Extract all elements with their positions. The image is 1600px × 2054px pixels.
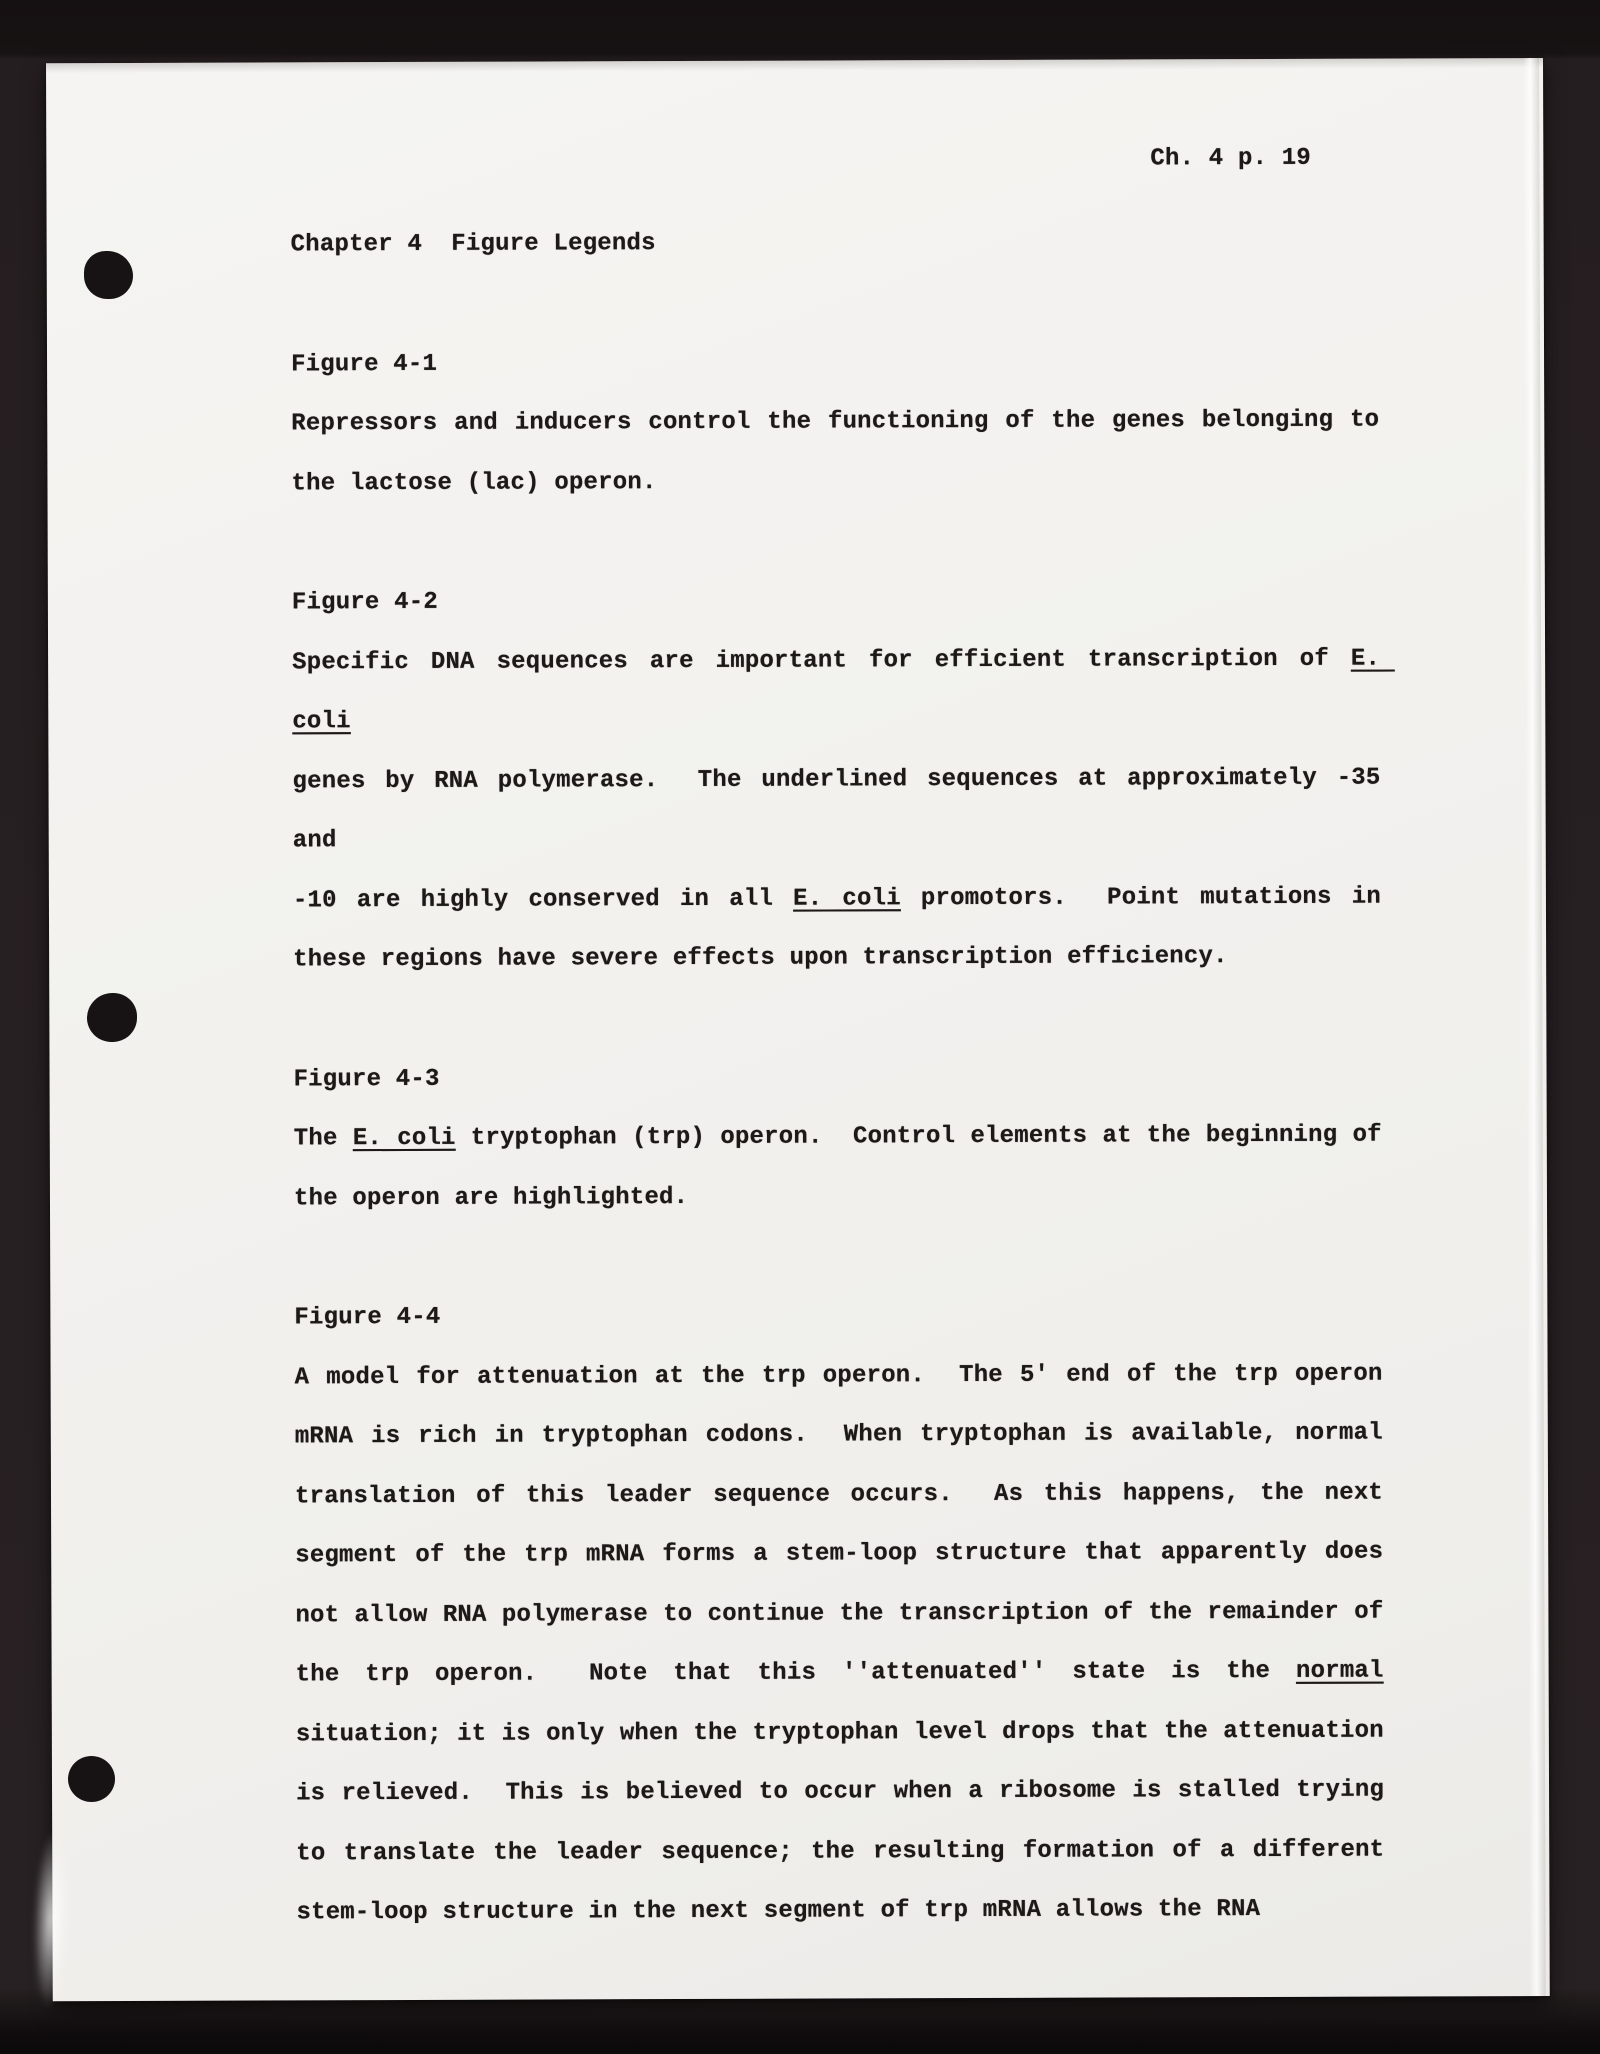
text-line bbox=[294, 1165, 1382, 1228]
underlined-text: normal bbox=[1295, 1657, 1384, 1685]
figure-sections bbox=[291, 331, 1396, 1943]
figure-section bbox=[294, 1285, 1384, 1943]
text-line bbox=[292, 748, 1396, 871]
text-line bbox=[295, 1523, 1383, 1586]
text-line bbox=[296, 1880, 1384, 1943]
text-segment: tryptophan (trp) operon. Control elements at the beginning of bbox=[455, 1121, 1382, 1152]
text-segment: promotors. Point mutations in bbox=[900, 883, 1381, 912]
figure-label: Figure 4-1 bbox=[291, 350, 438, 378]
text-line bbox=[296, 1820, 1384, 1883]
figure-section bbox=[291, 331, 1380, 513]
text-segment: these regions have severe effects upon transcription efficiency. bbox=[293, 943, 1228, 974]
hole-punch-middle bbox=[87, 993, 137, 1042]
text-segment: translation of this leader sequence occurs. As this happens, the next bbox=[294, 1479, 1384, 1510]
text-segment: not allow RNA polymerase to continue the transcription of the remainder of bbox=[295, 1598, 1384, 1629]
text-segment: Repressors and inducers control the functioning of the genes belonging to bbox=[291, 406, 1380, 438]
text-segment: stem-loop structure in the next segment of trp mRNA allows the RNA bbox=[296, 1895, 1261, 1927]
text-line bbox=[291, 391, 1379, 454]
text-line bbox=[294, 1106, 1382, 1169]
text-line bbox=[295, 1463, 1383, 1526]
text-line bbox=[292, 629, 1395, 752]
text-segment: -10 are highly conserved in all bbox=[292, 885, 794, 914]
hole-punch-bottom bbox=[68, 1756, 115, 1802]
text-segment: to translate the leader sequence; the resulting formation of a different bbox=[296, 1836, 1385, 1867]
text-segment: the lactose (lac) operon. bbox=[291, 468, 657, 497]
page-header-chapter-page-number: Ch. 4 p. 19 bbox=[1150, 144, 1312, 173]
text-line bbox=[294, 1344, 1382, 1407]
text-line bbox=[296, 1761, 1384, 1824]
page-title: Chapter 4 Figure Legends bbox=[290, 230, 656, 259]
text-segment: is relieved. This is believed to occur when a ribosome is stalled trying bbox=[296, 1776, 1385, 1808]
figure-section bbox=[293, 1046, 1382, 1228]
hole-punch-top bbox=[84, 251, 133, 299]
text-line bbox=[291, 450, 1379, 513]
manuscript-page bbox=[46, 58, 1550, 2001]
text-line bbox=[295, 1582, 1383, 1645]
text-line bbox=[295, 1404, 1383, 1467]
figure-section bbox=[291, 570, 1396, 990]
page-curl-highlight bbox=[31, 1831, 71, 2007]
underlined-text: E. coli bbox=[292, 645, 1395, 736]
text-line bbox=[293, 927, 1381, 990]
text-segment: segment of the trp mRNA forms a stem-loop structure that apparently does bbox=[295, 1538, 1384, 1570]
text-line bbox=[296, 1642, 1384, 1705]
text-line bbox=[296, 1701, 1384, 1764]
text-segment: the trp operon. Note that this ''attenuated'' state is the bbox=[295, 1657, 1297, 1689]
underlined-text: E. coli bbox=[352, 1124, 456, 1153]
text-line bbox=[293, 867, 1381, 930]
figure-label: Figure 4-3 bbox=[293, 1065, 440, 1093]
figure-label: Figure 4-4 bbox=[294, 1303, 441, 1332]
text-segment: The bbox=[293, 1125, 353, 1153]
text-segment: situation; it is only when the tryptophan level drops that the attenuation bbox=[295, 1717, 1384, 1748]
text-segment: A model for attenuation at the trp operon. The 5' end of the trp operon bbox=[294, 1360, 1383, 1391]
text-segment: mRNA is rich in tryptophan codons. When tryptophan is available, normal bbox=[294, 1419, 1383, 1451]
page-content bbox=[290, 212, 1396, 2003]
text-segment: Specific DNA sequences are important for efficient transcription of bbox=[292, 645, 1351, 676]
underlined-text: E. coli bbox=[793, 884, 901, 913]
text-segment: the operon are highlighted. bbox=[293, 1183, 689, 1212]
text-segment: genes by RNA polymerase. The underlined sequences at approximately -35 and bbox=[292, 764, 1396, 855]
figure-label: Figure 4-2 bbox=[291, 588, 438, 617]
